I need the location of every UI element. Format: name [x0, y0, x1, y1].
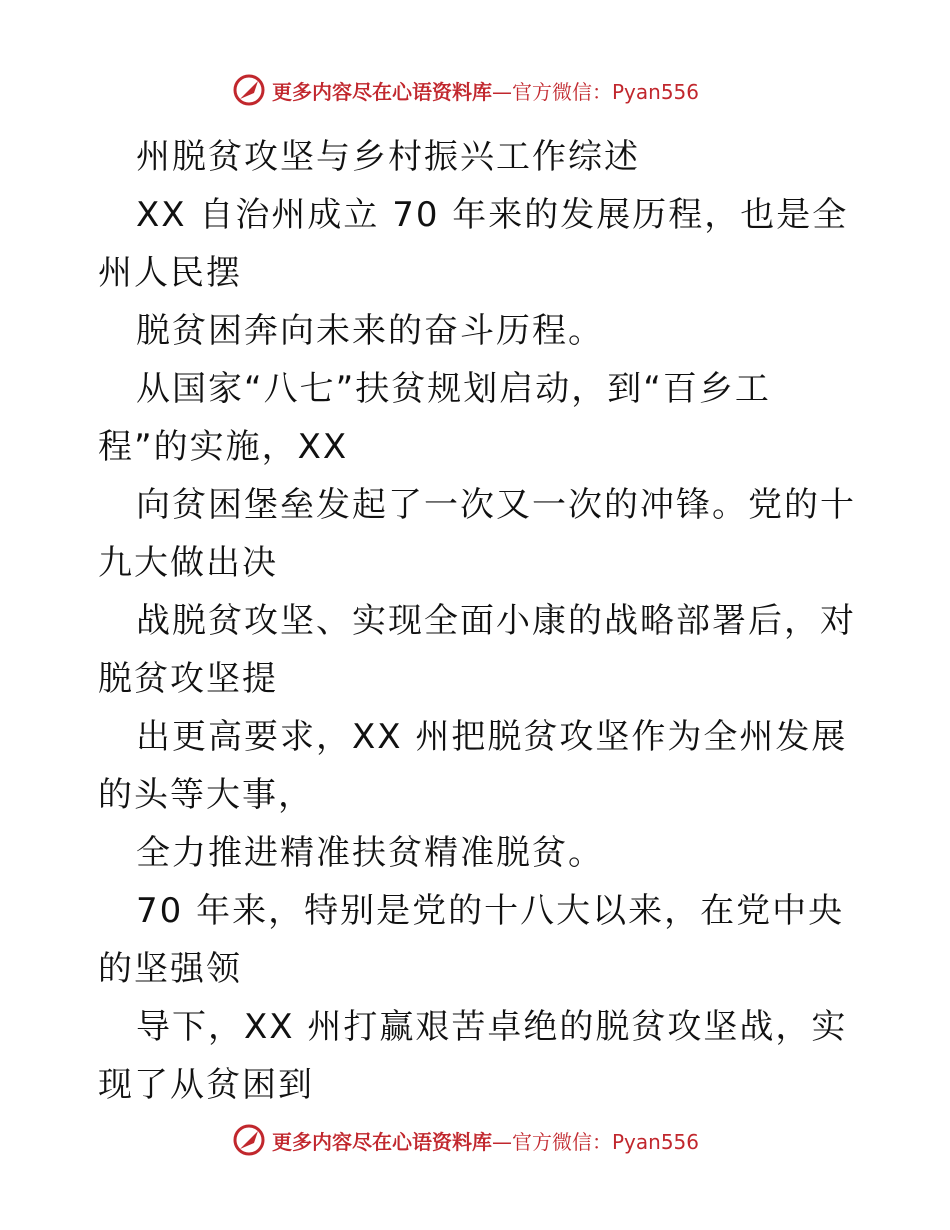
paragraph: 70 年来，特别是党的十八大以来，在党中央的坚强领 — [98, 891, 845, 989]
paragraph-title: 州脱贫攻坚与乡村振兴工作综述 — [136, 137, 640, 177]
paragraph: 脱贫困奔向未来的奋斗历程。 — [136, 311, 604, 351]
paragraph: XX 自治州成立 70 年来的发展历程，也是全州人民摆 — [98, 195, 849, 293]
quill-logo-icon — [232, 73, 266, 107]
quill-logo-icon — [232, 1123, 266, 1157]
banner-text-lead: 更多内容尽在心语资料库 — [272, 79, 492, 104]
banner-text-lead: 更多内容尽在心语资料库 — [272, 1129, 492, 1154]
header-banner — [232, 70, 699, 110]
paragraph: 出更高要求，XX 州把脱贫攻坚作为全州发展的头等大事， — [98, 717, 848, 815]
footer-banner — [232, 1120, 699, 1160]
paragraph: 导下，XX 州打赢艰苦卓绝的脱贫攻坚战，实现了从贫困到 — [98, 1007, 848, 1105]
paragraph: 全力推进精准扶贫精准脱贫。 — [136, 833, 604, 873]
banner-text-tail: —官方微信：Pyan556 — [492, 79, 700, 104]
document-body — [98, 128, 858, 1114]
paragraph: 从国家“八七”扶贫规划启动，到“百乡工 程”的实施，XX — [98, 369, 771, 467]
paragraph: 战脱贫攻坚、实现全面小康的战略部署后，对脱贫攻坚提 — [98, 601, 856, 699]
banner-text-tail: —官方微信：Pyan556 — [492, 1129, 700, 1154]
paragraph: 向贫困堡垒发起了一次又一次的冲锋。党的十九大做出决 — [98, 485, 856, 583]
